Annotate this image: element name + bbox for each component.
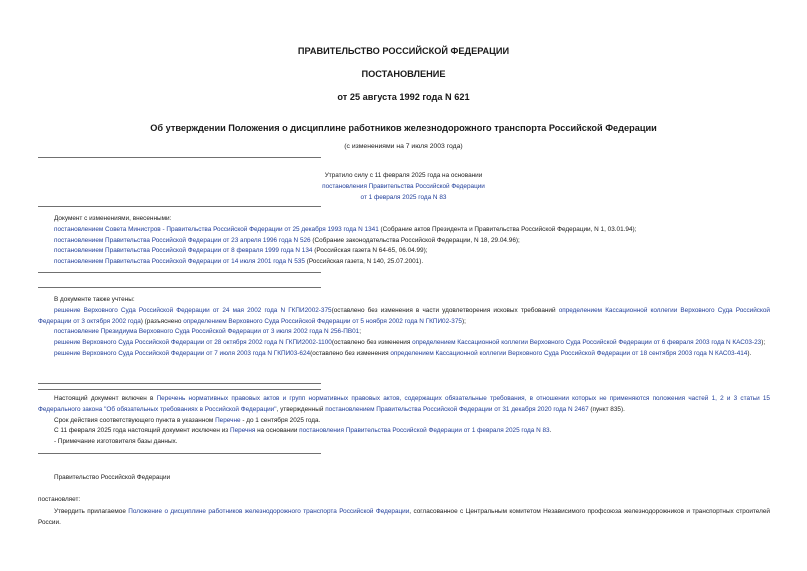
decree-link[interactable]: постановления Правительства Российской Федерации от 1 февраля 2025 года N 83 xyxy=(299,427,550,435)
considered-intro: В документе также учтены: xyxy=(54,296,135,303)
text-fragment: (пункт 835). xyxy=(588,405,625,413)
separator xyxy=(38,389,321,390)
list-item xyxy=(38,225,770,236)
list-item xyxy=(38,416,770,427)
separator xyxy=(38,383,321,384)
decides-text: постановляет: xyxy=(38,496,81,503)
date-number-heading: от 25 августа 1992 года N 621 xyxy=(337,92,470,102)
separator xyxy=(38,157,321,158)
text-fragment: ). xyxy=(747,349,752,357)
invalid-note-link-decree[interactable]: постановления Правительства Российской Федерации xyxy=(322,183,485,190)
org-heading: ПРАВИТЕЛЬСТВО РОССИЙСКОЙ ФЕДЕРАЦИИ xyxy=(297,46,510,56)
separator xyxy=(38,287,321,288)
list-item xyxy=(38,394,770,416)
list-item xyxy=(38,327,770,338)
registry-link[interactable]: Перечень нормативных правовых актов и групп нормативных правовых актов, содержащих обязательные требования, в отношении которых не применяются положения частей 1, 2 и 3 статьи 15 Федерального закона "Об обязательных требованиях в Российской Федерации" xyxy=(38,395,770,413)
change-link[interactable]: постановлением Правительства Российской Федерации от 23 апреля 1996 года N 526 xyxy=(54,236,311,244)
court-decision-link[interactable]: решение Верховного Суда Российской Федерации от 28 октября 2002 года N ГКПИ2002-1100 xyxy=(54,339,332,347)
change-source: (Российская газета N 64-65, 06.04.99); xyxy=(312,247,428,255)
list-item xyxy=(38,349,770,360)
change-source: (Собрание законодательства Российской Федерации, N 18, 29.04.96); xyxy=(310,236,520,244)
change-link[interactable]: постановлением Правительства Российской Федерации от 14 июля 2001 года N 535 xyxy=(54,258,305,266)
changes-intro: Документ с изменениями, внесенными: xyxy=(54,215,172,222)
text-fragment: , утвержденный xyxy=(276,405,326,413)
document-title: Об утверждении Положения о дисциплине работников железнодорожного транспорта Российской Федерации xyxy=(150,123,657,133)
status-block xyxy=(38,394,770,448)
editor-note: - Примечание изготовителя базы данных. xyxy=(54,438,178,446)
change-source: (Российская газета, N 140, 25.07.2001). xyxy=(304,258,424,266)
text-fragment: - до 1 сентября 2025 года. xyxy=(240,416,321,424)
invalid-note xyxy=(0,170,807,203)
signatory-text: Правительство Российской Федерации xyxy=(54,474,171,481)
cassation-link[interactable]: определением Кассационной коллегии Верховного Суда Российской Федерации от 6 февраля 2003 года N КАС03-23 xyxy=(412,339,762,347)
court-decision-link[interactable]: решение Верховного Суда Российской Федерации от 24 мая 2002 года N ГКПИ2002-375 xyxy=(54,306,332,314)
clarification-link[interactable]: определением Верховного Суда Российской Федерации от 5 ноября 2002 года N ГКПИ02-375 xyxy=(183,317,462,325)
text-fragment: ); xyxy=(761,339,766,347)
changes-block xyxy=(38,214,770,268)
invalid-note-link-date[interactable]: от 1 февраля 2025 года N 83 xyxy=(360,194,447,201)
text-fragment: ) (разъяснено xyxy=(140,317,184,325)
separator xyxy=(38,206,321,207)
text-fragment: , согласованное с Центральным комитетом Независимого профсоюза железнодорожников и транспортных строителей России. xyxy=(38,508,770,526)
regulation-link[interactable]: Положение о дисциплине работников железнодорожного транспорта Российской Федерации xyxy=(128,508,410,515)
list-item xyxy=(38,426,770,437)
change-source: (Собрание актов Президента и Правительства Российской Федерации, N 1, 03.01.94); xyxy=(378,225,637,233)
court-decision-link[interactable]: решение Верховного Суда Российской Федерации от 7 июля 2003 года N ГКПИ03-624 xyxy=(54,349,311,357)
doc-type-heading: ПОСТАНОВЛЕНИЕ xyxy=(361,69,446,79)
decree-link[interactable]: постановлением Правительства Российской Федерации от 31 декабря 2020 года N 2467 xyxy=(325,405,589,413)
invalid-note-text: Утратило силу с 11 февраля 2025 года на основании xyxy=(324,172,483,179)
text-fragment: (оставлено без изменения xyxy=(331,339,413,347)
text-fragment: С 11 февраля 2025 года настоящий документ исключен из xyxy=(54,427,230,435)
revision-note: (с изменениями на 7 июля 2003 года) xyxy=(344,143,463,150)
change-link[interactable]: постановлением Совета Министров - Правительства Российской Федерации от 25 декабря 1993 года N 1341 xyxy=(54,225,379,233)
list-item xyxy=(38,306,770,328)
list-item xyxy=(38,246,770,257)
resolution-paragraph xyxy=(38,507,770,529)
text-fragment: ); xyxy=(461,317,466,325)
text-fragment: . xyxy=(549,427,552,435)
registry-link[interactable]: Перечня xyxy=(230,427,256,435)
text-fragment: ; xyxy=(359,328,361,336)
cassation-link[interactable]: определением Кассационной коллегии Верховного Суда Российской Федерации от 3 октября 2002 года xyxy=(38,306,770,325)
change-link[interactable]: постановлением Правительства Российской Федерации от 8 февраля 1999 года N 134 xyxy=(54,247,313,255)
text-fragment: Настоящий документ включен в xyxy=(54,395,157,402)
text-fragment: Срок действия соответствующего пункта в указанном xyxy=(54,416,216,424)
decides xyxy=(38,495,770,506)
registry-link[interactable]: Перечне xyxy=(215,416,241,424)
text-fragment: на основании xyxy=(255,427,300,435)
text-fragment: (оставлено без изменения в части удовлетворения исковых требований xyxy=(331,306,559,314)
separator xyxy=(38,272,321,273)
list-item xyxy=(38,257,770,268)
list-item xyxy=(38,507,770,529)
text-fragment: (оставлено без изменения xyxy=(310,349,391,357)
list-item xyxy=(38,236,770,247)
considered-block xyxy=(38,295,770,360)
list-item xyxy=(38,338,770,349)
signatory xyxy=(38,473,770,484)
presidium-link[interactable]: постановление Президиума Верховного Суда Российской Федерации от 3 июля 2002 года N 256-ПВ01 xyxy=(54,328,360,336)
separator xyxy=(38,453,321,454)
cassation-link[interactable]: определением Кассационной коллегии Верховного Суда Российской Федерации от 18 сентября 2003 года N КАС03-414 xyxy=(390,349,748,357)
text-fragment: Утвердить прилагаемое xyxy=(54,508,129,515)
